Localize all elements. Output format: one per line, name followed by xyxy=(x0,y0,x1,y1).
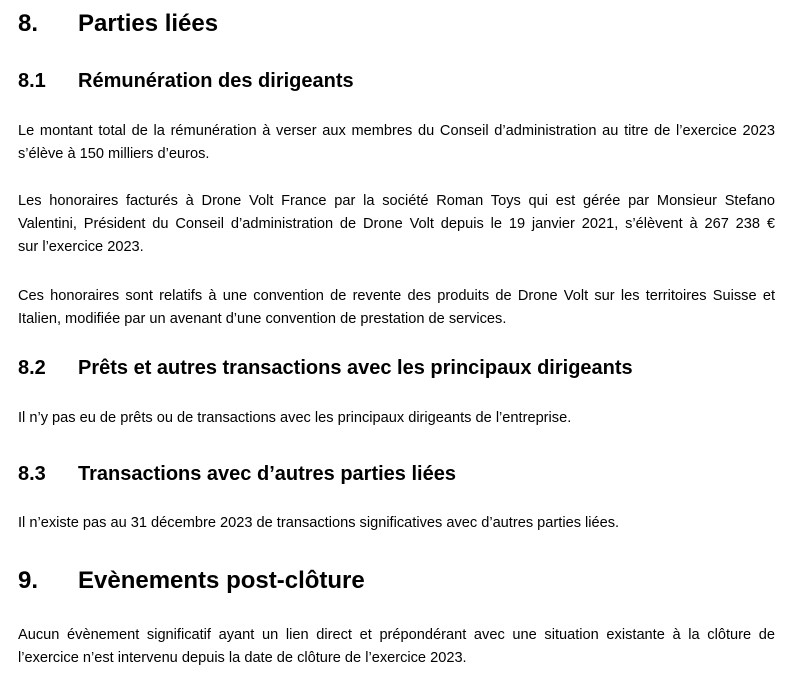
section-number: 8.1 xyxy=(18,70,46,92)
section-heading-8-2 xyxy=(18,356,633,380)
paragraph-line: Le montant total de la rémunération à verser aux membres du Conseil d’administration au titre de l’exercice 2023 xyxy=(18,123,775,139)
section-number: 8.3 xyxy=(18,463,46,485)
paragraph-convention xyxy=(18,285,775,331)
paragraph-line: Les honoraires facturés à Drone Volt France par la société Roman Toys qui est gérée par Monsieur Stefano xyxy=(18,193,775,209)
section-title: Transactions avec d’autres parties liées xyxy=(78,463,456,485)
section-number: 9. xyxy=(18,567,39,594)
paragraph-line: Aucun évènement significatif ayant un lien direct et prépondérant avec une situation existante à la clôture de xyxy=(18,627,775,643)
paragraph-line: Il n’y pas eu de prêts ou de transactions avec les principaux dirigeants de l’entreprise. xyxy=(18,410,572,426)
paragraph-line: l’exercice n’est intervenu depuis la date de clôture de l’exercice 2023. xyxy=(18,650,467,666)
paragraph-line: sur l’exercice 2023. xyxy=(18,239,144,255)
paragraph-line: s’élève à 150 milliers d’euros. xyxy=(18,146,210,162)
section-heading-8-1 xyxy=(18,69,354,93)
paragraph-line: Italien, modifiée par un avenant d’une convention de prestation de services. xyxy=(18,311,507,327)
section-title: Prêts et autres transactions avec les principaux dirigeants xyxy=(78,357,633,379)
section-title: Parties liées xyxy=(78,10,219,37)
section-number: 8.2 xyxy=(18,357,46,379)
paragraph-line: Valentini, Président du Conseil d’administration de Drone Volt depuis le 19 janvier 2021, s’élèvent à 267 238 € xyxy=(18,216,775,232)
section-heading-8-3 xyxy=(18,462,456,486)
paragraph-line: Ces honoraires sont relatifs à une convention de revente des produits de Drone Volt sur les territoires Suisse et xyxy=(18,288,775,304)
paragraph-line: Il n’existe pas au 31 décembre 2023 de transactions significatives avec d’autres parties liées. xyxy=(18,515,620,531)
paragraph-prets xyxy=(18,407,775,430)
paragraph-autres-transactions xyxy=(18,512,775,535)
section-heading-8 xyxy=(18,10,219,38)
paragraph-post-cloture xyxy=(18,624,775,670)
paragraph-honoraires xyxy=(18,190,775,259)
paragraph-remuneration-total xyxy=(18,120,775,166)
section-title: Rémunération des dirigeants xyxy=(78,70,354,92)
section-number: 8. xyxy=(18,10,39,37)
section-title: Evènements post-clôture xyxy=(78,567,365,594)
section-heading-9 xyxy=(18,567,365,595)
